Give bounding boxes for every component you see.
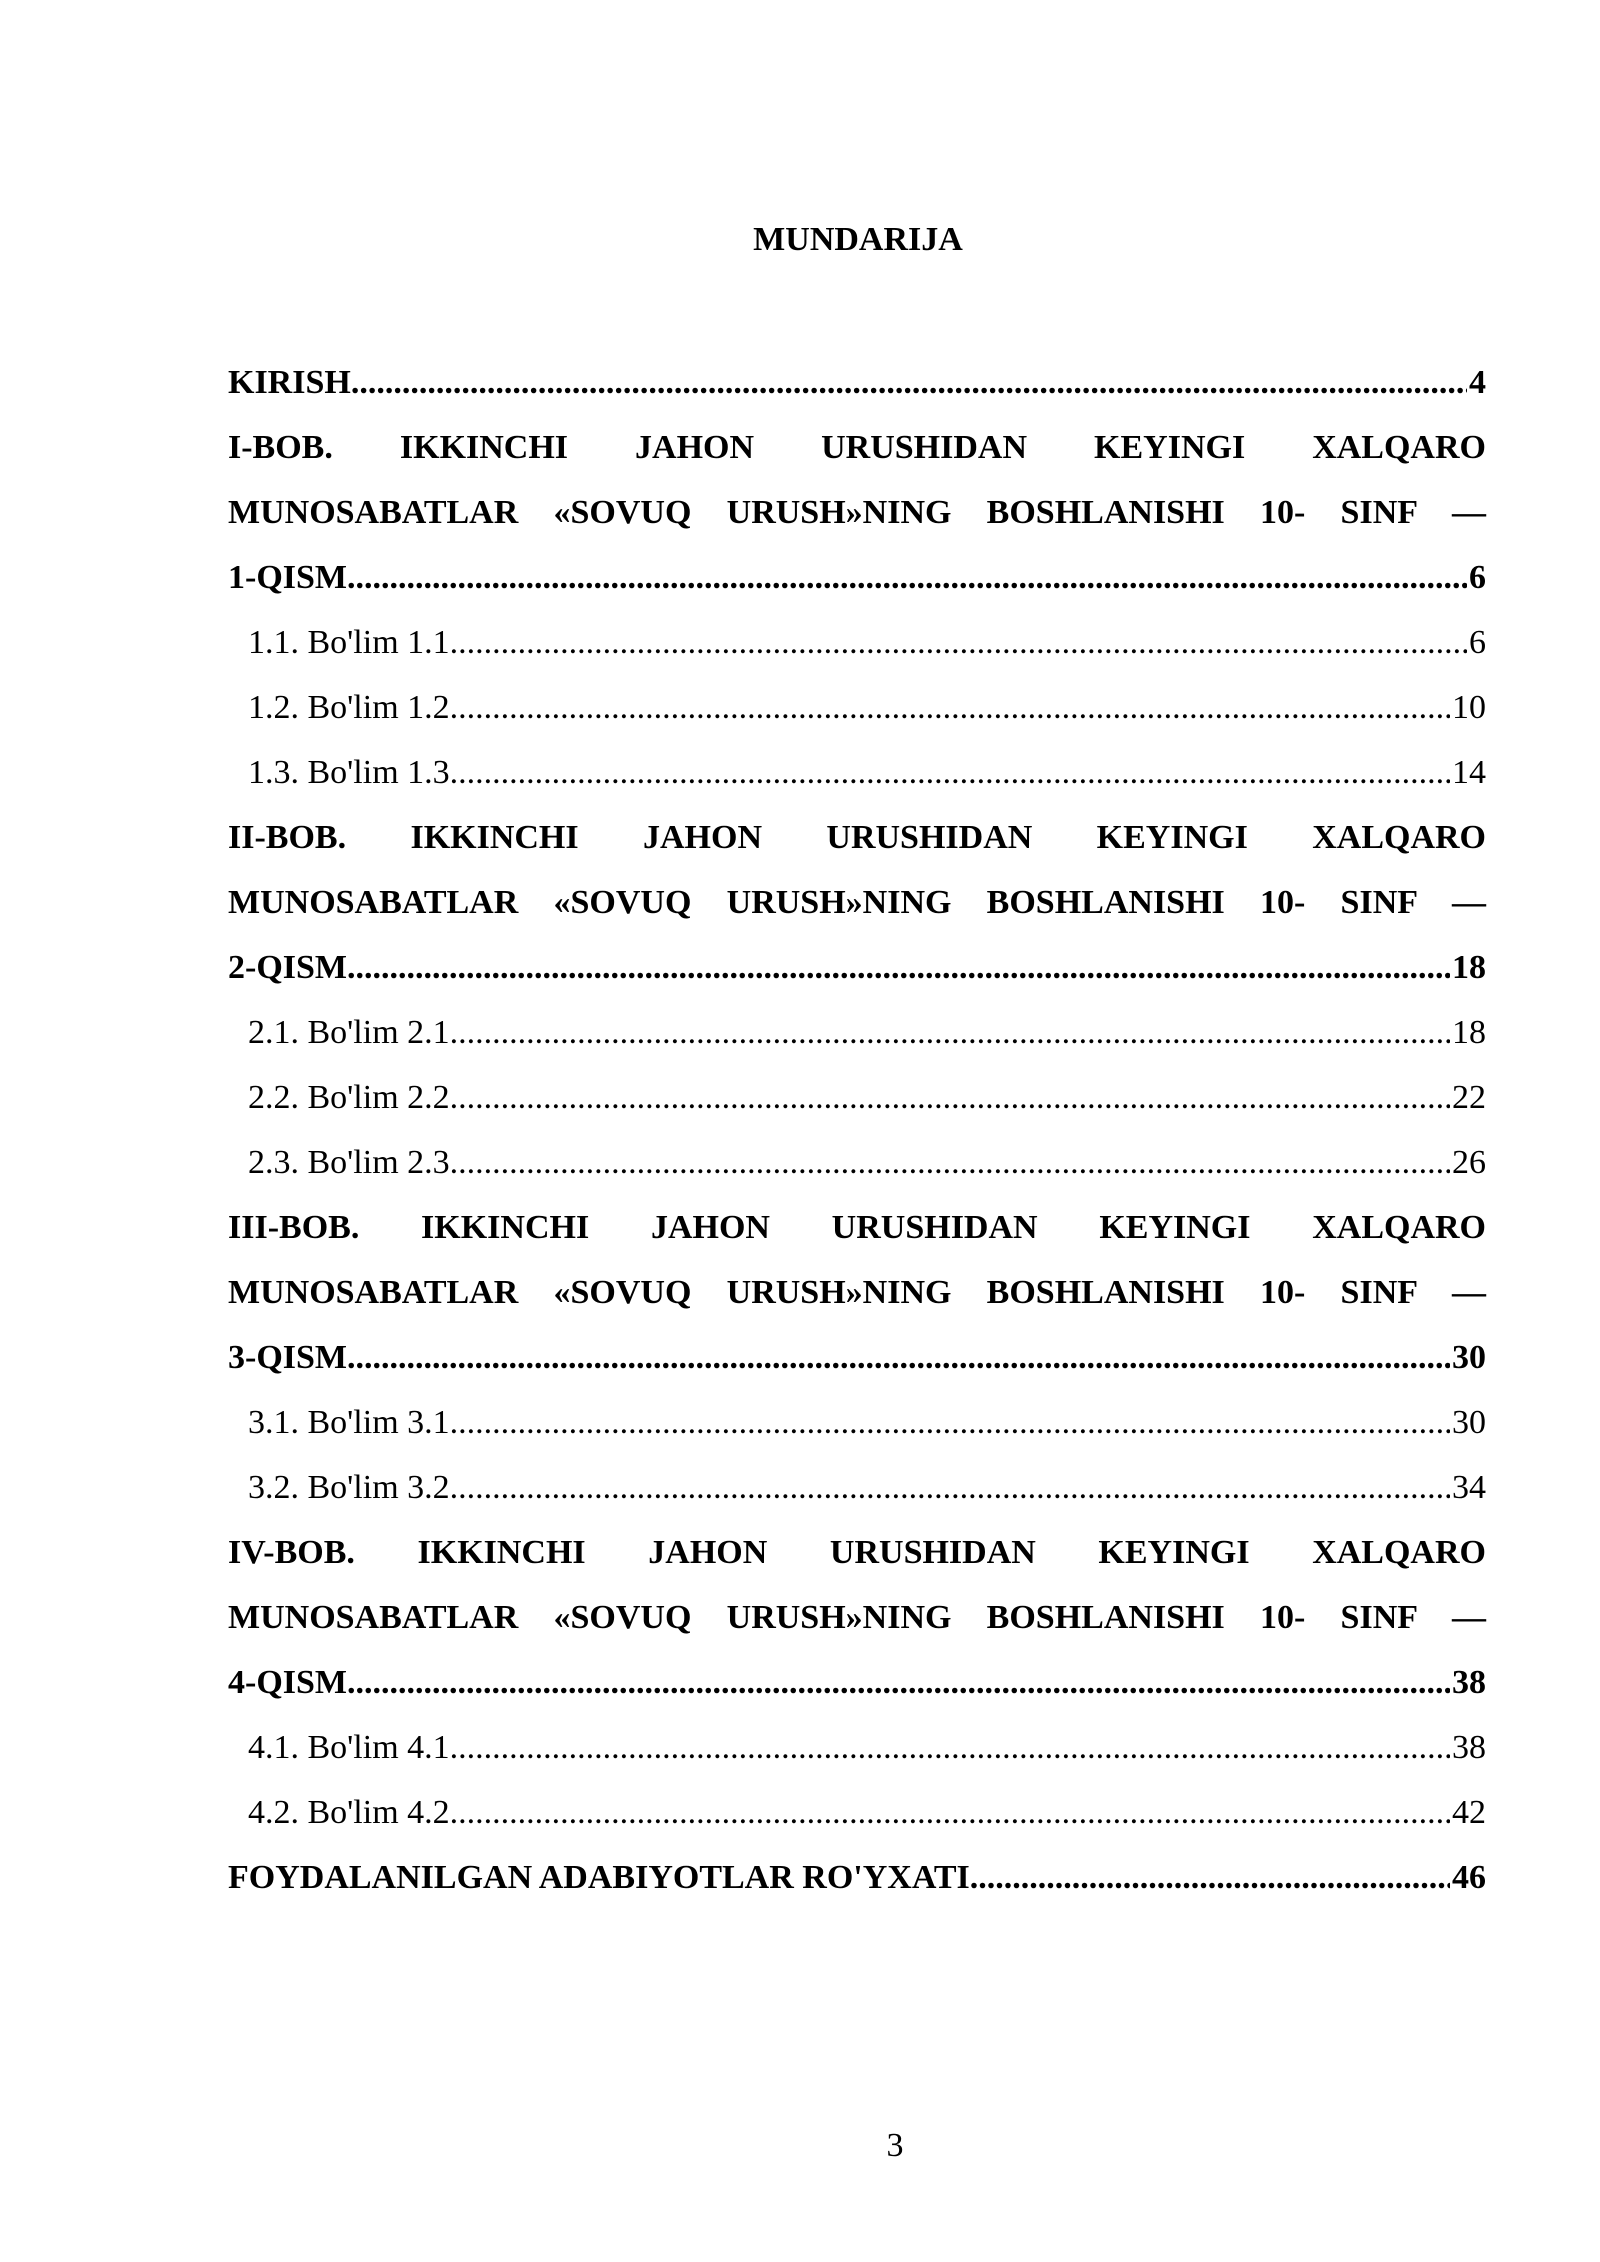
toc-leader-line xyxy=(248,1780,1486,1845)
dot-leader xyxy=(351,350,1467,415)
toc-chapter-entry[interactable] xyxy=(228,1195,1486,1390)
dot-leader xyxy=(450,1455,1450,1520)
toc-chapter-entry[interactable] xyxy=(228,1520,1486,1715)
toc-entry-page-number: 18 xyxy=(1452,1014,1486,1051)
dot-leader xyxy=(347,1650,1450,1715)
toc-entry-label: 1.1. Bo'lim 1.1 xyxy=(248,624,450,661)
toc-section-entry[interactable] xyxy=(228,1455,1486,1520)
toc-leader-line xyxy=(228,1845,1486,1910)
toc-entry-page-number: 34 xyxy=(1452,1469,1486,1506)
toc-leader-line xyxy=(248,1130,1486,1195)
toc-section-entry[interactable] xyxy=(228,675,1486,740)
toc-section-entry[interactable] xyxy=(228,1390,1486,1455)
toc-entry-page-number: 10 xyxy=(1452,689,1486,726)
toc-entry-label: 1.2. Bo'lim 1.2 xyxy=(248,689,450,726)
toc-section-entry[interactable] xyxy=(228,1130,1486,1195)
toc-chapter-title-line: II-BOB. IKKINCHI JAHON URUSHIDAN KEYINGI XALQARO xyxy=(228,819,1486,856)
toc-entry-label: FOYDALANILGAN ADABIYOTLAR RO'YXATI xyxy=(228,1859,970,1896)
toc-chapter-entry[interactable] xyxy=(228,415,1486,610)
dot-leader xyxy=(450,675,1450,740)
toc-entry-label: KIRISH xyxy=(228,364,351,401)
toc-entry-page-number: 18 xyxy=(1452,949,1486,986)
dot-leader xyxy=(450,1000,1450,1065)
dot-leader xyxy=(450,1130,1450,1195)
toc-entry-label: 4.1. Bo'lim 4.1 xyxy=(248,1729,450,1766)
toc-entry-label: 2-QISM xyxy=(228,949,347,986)
toc-entry-label: 3.2. Bo'lim 3.2 xyxy=(248,1469,450,1506)
toc-section-entry[interactable] xyxy=(228,1715,1486,1780)
toc-entry-page-number: 38 xyxy=(1452,1664,1486,1701)
toc-leader-line xyxy=(228,1325,1486,1390)
dot-leader xyxy=(450,740,1450,805)
toc-entry-page-number: 4 xyxy=(1469,364,1486,401)
toc-entry-page-number: 6 xyxy=(1469,624,1486,661)
dot-leader xyxy=(347,1325,1450,1390)
toc-leader-line xyxy=(248,1715,1486,1780)
toc-leader-line xyxy=(248,1455,1486,1520)
toc-chapter-entry[interactable] xyxy=(228,350,1486,415)
toc-leader-line xyxy=(248,1390,1486,1455)
toc-leader-line xyxy=(248,1000,1486,1065)
toc-entry-page-number: 14 xyxy=(1452,754,1486,791)
dot-leader xyxy=(450,1065,1450,1130)
toc-leader-line xyxy=(248,1065,1486,1130)
toc-entry-page-number: 26 xyxy=(1452,1144,1486,1181)
toc-entry-label: 2.1. Bo'lim 2.1 xyxy=(248,1014,450,1051)
toc-section-entry[interactable] xyxy=(228,740,1486,805)
toc-entry-label: 3-QISM xyxy=(228,1339,347,1376)
toc-leader-line xyxy=(228,1650,1486,1715)
toc-entry-page-number: 6 xyxy=(1469,559,1486,596)
toc-entry-page-number: 38 xyxy=(1452,1729,1486,1766)
toc-chapter-title-line: MUNOSABATLAR «SOVUQ URUSH»NING BOSHLANISHI 10- SINF — xyxy=(228,494,1486,531)
toc-entry-page-number: 42 xyxy=(1452,1794,1486,1831)
toc-leader-line xyxy=(228,350,1486,415)
toc-section-entry[interactable] xyxy=(228,1000,1486,1065)
page-number: 3 xyxy=(886,2127,904,2164)
table-of-contents xyxy=(228,350,1486,1910)
toc-entry-page-number: 30 xyxy=(1452,1339,1486,1376)
toc-entry-label: 4-QISM xyxy=(228,1664,347,1701)
toc-title: MUNDARIJA xyxy=(753,221,963,258)
toc-entry-page-number: 30 xyxy=(1452,1404,1486,1441)
toc-chapter-title-line: I-BOB. IKKINCHI JAHON URUSHIDAN KEYINGI XALQARO xyxy=(228,429,1486,466)
toc-entry-label: 1-QISM xyxy=(228,559,347,596)
toc-section-entry[interactable] xyxy=(228,610,1486,675)
toc-chapter-title-line: MUNOSABATLAR «SOVUQ URUSH»NING BOSHLANISHI 10- SINF — xyxy=(228,1274,1486,1311)
dot-leader xyxy=(450,1715,1450,1780)
dot-leader xyxy=(347,935,1450,1000)
dot-leader xyxy=(347,545,1467,610)
toc-entry-label: 4.2. Bo'lim 4.2 xyxy=(248,1794,450,1831)
toc-chapter-title-line: III-BOB. IKKINCHI JAHON URUSHIDAN KEYINGI XALQARO xyxy=(228,1209,1486,1246)
toc-entry-page-number: 22 xyxy=(1452,1079,1486,1116)
toc-entry-label: 2.3. Bo'lim 2.3 xyxy=(248,1144,450,1181)
dot-leader xyxy=(450,1780,1450,1845)
toc-chapter-title-line: IV-BOB. IKKINCHI JAHON URUSHIDAN KEYINGI XALQARO xyxy=(228,1534,1486,1571)
toc-leader-line xyxy=(248,675,1486,740)
toc-chapter-title-line: MUNOSABATLAR «SOVUQ URUSH»NING BOSHLANISHI 10- SINF — xyxy=(228,884,1486,921)
toc-chapter-entry[interactable] xyxy=(228,1845,1486,1910)
toc-entry-label: 1.3. Bo'lim 1.3 xyxy=(248,754,450,791)
toc-chapter-entry[interactable] xyxy=(228,805,1486,1000)
toc-entry-page-number: 46 xyxy=(1452,1859,1486,1896)
toc-leader-line xyxy=(248,610,1486,675)
dot-leader xyxy=(450,610,1467,675)
dot-leader xyxy=(970,1845,1450,1910)
toc-entry-label: 3.1. Bo'lim 3.1 xyxy=(248,1404,450,1441)
dot-leader xyxy=(450,1390,1450,1455)
toc-section-entry[interactable] xyxy=(228,1065,1486,1130)
toc-section-entry[interactable] xyxy=(228,1780,1486,1845)
toc-leader-line xyxy=(228,935,1486,1000)
toc-leader-line xyxy=(228,545,1486,610)
toc-chapter-title-line: MUNOSABATLAR «SOVUQ URUSH»NING BOSHLANISHI 10- SINF — xyxy=(228,1599,1486,1636)
toc-entry-label: 2.2. Bo'lim 2.2 xyxy=(248,1079,450,1116)
toc-leader-line xyxy=(248,740,1486,805)
